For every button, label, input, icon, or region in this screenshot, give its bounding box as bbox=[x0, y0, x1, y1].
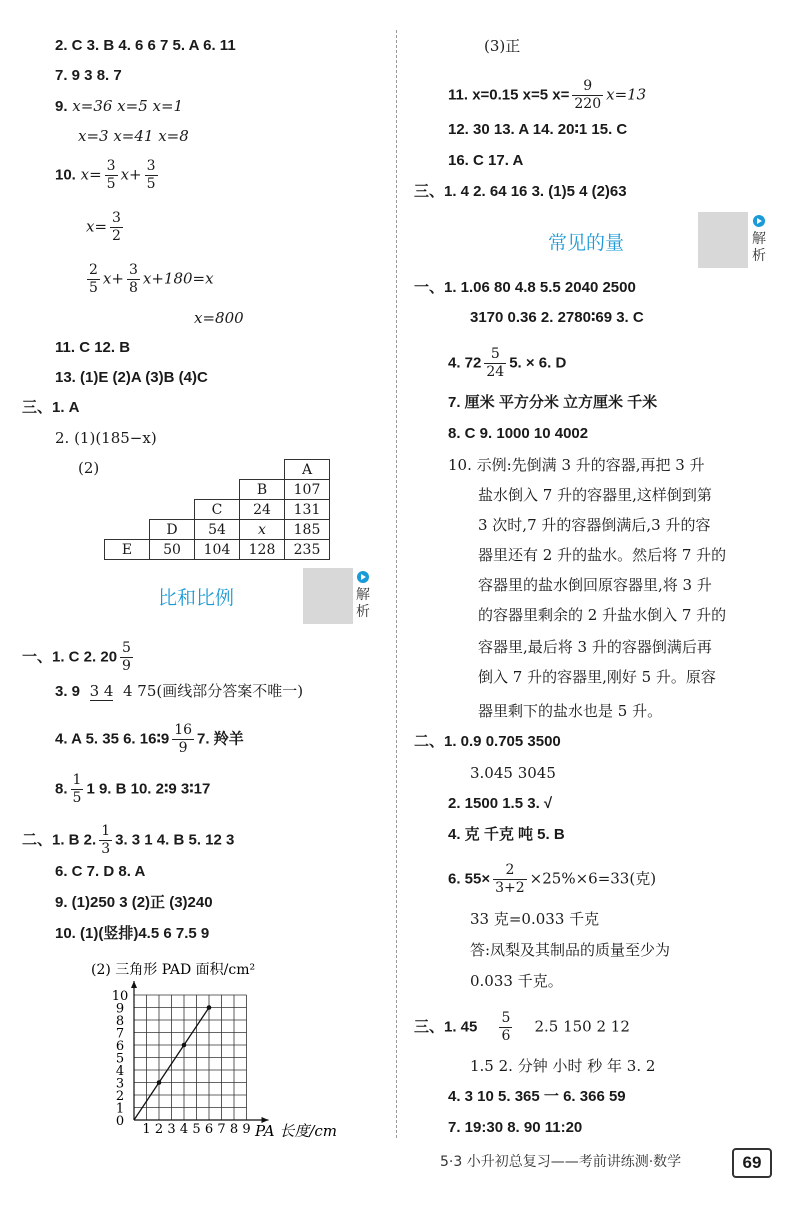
equation: x=36 x=5 x=1 bbox=[72, 97, 184, 115]
left-line-10: 13. (1)E (2)A (3)B (4)C bbox=[55, 369, 208, 386]
quant-line-10: 容器里的盐水倒回原容器里,将 3 升 bbox=[478, 576, 712, 594]
denominator: 5 bbox=[72, 790, 82, 806]
q-num: 10. bbox=[55, 166, 76, 184]
ladder-cell: 185 bbox=[285, 520, 330, 540]
ladder-row bbox=[105, 520, 330, 540]
answer-text: 4. 72 bbox=[448, 354, 482, 372]
quant-line-22: 0.033 千克。 bbox=[470, 972, 563, 990]
ladder-cell bbox=[105, 500, 150, 520]
numerator: 1 bbox=[101, 823, 111, 839]
analysis-label[interactable]: 解析 bbox=[356, 587, 370, 620]
denominator: 3 bbox=[101, 841, 111, 857]
denominator: 9 bbox=[178, 740, 188, 756]
answer-text: 1 9. B 10. 2∶9 3∶17 bbox=[86, 780, 211, 798]
ratio-line-5 bbox=[22, 823, 234, 858]
quant-line-14: 器里剩下的盐水也是 5 升。 bbox=[478, 702, 663, 720]
fraction bbox=[493, 862, 527, 897]
denominator: 6 bbox=[501, 1028, 511, 1044]
column-divider bbox=[396, 30, 397, 1138]
ratio-line-2 bbox=[55, 681, 303, 702]
denominator: 5 bbox=[89, 280, 98, 296]
ladder-cell: 107 bbox=[285, 480, 330, 500]
numerator: 5 bbox=[484, 346, 506, 364]
data-point bbox=[157, 1080, 162, 1085]
graph-grid bbox=[112, 981, 269, 1137]
numerator: 9 bbox=[572, 78, 603, 96]
play-icon[interactable] bbox=[357, 571, 369, 583]
ladder-cell: A bbox=[285, 460, 330, 480]
denominator: 24 bbox=[486, 364, 505, 380]
fraction bbox=[105, 158, 118, 193]
quant-line-20: 33 克=0.033 千克 bbox=[470, 910, 600, 928]
ladder-cell: 104 bbox=[195, 540, 240, 560]
footer-book-title: 5·3 小升初总复习——考前讲练测·数学 bbox=[440, 1154, 682, 1170]
right-line-3: 12. 30 13. A 14. 20∶1 15. C bbox=[448, 121, 628, 138]
underlined-answer: 3 4 bbox=[89, 682, 114, 700]
ladder-cell: 24 bbox=[240, 500, 285, 520]
analysis-qr-box[interactable] bbox=[698, 212, 748, 268]
answer-text: 三、1. 45 bbox=[414, 1018, 478, 1036]
answer-text: 二、1. B 2. bbox=[22, 831, 97, 849]
fraction bbox=[110, 210, 123, 245]
graph-y-label: (2) 三角形 PAD 面积/cm² bbox=[91, 962, 256, 978]
numerator: 1 bbox=[72, 772, 82, 788]
ladder-row bbox=[105, 500, 330, 520]
equation-part: x+180=x bbox=[142, 269, 214, 288]
quant-line-1: 一、1. 1.06 80 4.8 5.5 2040 2500 bbox=[414, 279, 636, 296]
quant-line-19 bbox=[448, 862, 656, 897]
x-tick-label: 5 bbox=[192, 1122, 201, 1137]
quant-line-15: 二、1. 0.9 0.705 3500 bbox=[414, 733, 561, 750]
denominator: 8 bbox=[128, 280, 138, 296]
numerator: 5 bbox=[501, 1010, 511, 1026]
ladder-cell bbox=[150, 500, 195, 520]
graph-x-label: PA 长度/cm bbox=[255, 1122, 337, 1140]
ladder-row bbox=[105, 460, 330, 480]
left-line-11: 三、1. A bbox=[22, 399, 80, 416]
quant-line-26: 7. 19:30 8. 90 11:20 bbox=[448, 1119, 583, 1136]
denominator: 9 bbox=[122, 658, 131, 674]
ratio-line-8: 10. (1)(竖排)4.5 6 7.5 9 bbox=[55, 925, 210, 942]
ladder-cell bbox=[150, 460, 195, 480]
right-line-4: 16. C 17. A bbox=[448, 152, 524, 169]
denominator: 220 bbox=[574, 96, 602, 112]
fraction bbox=[484, 346, 506, 381]
y-tick-label: 5 bbox=[115, 1051, 125, 1067]
ratio-line-4 bbox=[55, 772, 210, 807]
denominator: 2 bbox=[112, 228, 121, 244]
quant-line-17: 2. 1500 1.5 3. √ bbox=[448, 795, 553, 812]
numerator: 3 bbox=[146, 158, 156, 174]
answer-text: 6. 55× bbox=[448, 870, 491, 888]
quant-line-3 bbox=[448, 346, 566, 381]
y-tick-label: 6 bbox=[115, 1039, 125, 1054]
q-num: 9. bbox=[55, 98, 68, 115]
answer-text: 4 75(画线部分答案不唯一) bbox=[122, 682, 304, 700]
equation-part: x+ bbox=[120, 165, 142, 184]
fraction bbox=[172, 722, 194, 757]
y-tick-label: 3 bbox=[115, 1076, 125, 1092]
quant-line-8: 3 次时,7 升的容器倒满后,3 升的容 bbox=[478, 516, 711, 534]
fraction bbox=[145, 158, 158, 193]
y-tick-label: 0 bbox=[115, 1114, 125, 1129]
left-line-3 bbox=[55, 96, 183, 117]
quant-line-9: 器里还有 2 升的盐水。然后将 7 升的 bbox=[478, 546, 727, 564]
quant-line-25: 4. 3 10 5. 365 一 6. 366 59 bbox=[448, 1088, 626, 1105]
fraction bbox=[87, 262, 100, 297]
y-tick-label: 4 bbox=[115, 1064, 125, 1079]
quant-line-16: 3.045 3045 bbox=[470, 764, 556, 782]
x-tick-label: 8 bbox=[229, 1122, 239, 1137]
ladder-cell bbox=[150, 480, 195, 500]
denominator: 5 bbox=[106, 176, 116, 192]
ratio-line-6: 6. C 7. D 8. A bbox=[55, 863, 146, 880]
y-tick-label: 10 bbox=[111, 989, 129, 1004]
ladder-cell: x bbox=[240, 520, 285, 540]
left-line-6 bbox=[86, 210, 126, 245]
denominator: 5 bbox=[146, 176, 156, 192]
left-line-5 bbox=[55, 158, 161, 193]
play-icon[interactable] bbox=[753, 215, 765, 227]
ladder-cell bbox=[240, 460, 285, 480]
ratio-line-7: 9. (1)250 3 (2)正 (3)240 bbox=[55, 894, 213, 911]
ladder-cell: 131 bbox=[285, 500, 330, 520]
answer-text: x=13 bbox=[606, 85, 647, 104]
data-point bbox=[207, 1005, 212, 1010]
ladder-cell bbox=[105, 480, 150, 500]
page-number: 69 bbox=[732, 1148, 772, 1178]
y-axis-arrow bbox=[131, 981, 137, 988]
x-tick-label: 2 bbox=[154, 1122, 164, 1137]
section-title-ratio: 比和比例 bbox=[158, 587, 235, 609]
ladder-row bbox=[105, 480, 330, 500]
answer-text: 2.5 150 2 12 bbox=[534, 1017, 630, 1036]
quant-line-6: 10. 示例:先倒满 3 升的容器,再把 3 升 bbox=[448, 456, 705, 474]
quant-line-24: 1.5 2. 分钟 小时 秒 年 3. 2 bbox=[470, 1057, 656, 1075]
x-tick-label: 6 bbox=[204, 1122, 214, 1137]
numerator: 2 bbox=[89, 262, 98, 278]
analysis-qr-box[interactable] bbox=[303, 568, 353, 624]
quant-line-23 bbox=[414, 1010, 630, 1045]
ratio-line-1 bbox=[22, 640, 136, 675]
answer-text: 4. A 5. 35 6. 16∶9 bbox=[55, 730, 170, 748]
answer-text: 一、1. C 2. 20 bbox=[22, 648, 118, 666]
ratio-line-3 bbox=[55, 722, 244, 757]
analysis-label[interactable]: 解析 bbox=[752, 231, 766, 264]
answer-text: 11. x=0.15 x=5 x= bbox=[448, 86, 570, 104]
fraction bbox=[99, 823, 112, 858]
right-line-1: (3)正 bbox=[484, 37, 521, 55]
y-tick-label: 2 bbox=[115, 1089, 125, 1104]
answer-text: ×25%×6=33(克) bbox=[529, 869, 657, 888]
fraction bbox=[127, 262, 140, 297]
ladder-cell: C bbox=[195, 500, 240, 520]
y-tick-label: 8 bbox=[115, 1014, 125, 1029]
ladder-cell bbox=[195, 480, 240, 500]
data-point bbox=[182, 1043, 187, 1048]
quant-line-11: 的容器里剩余的 2 升盐水倒入 7 升的 bbox=[478, 606, 727, 624]
fraction bbox=[499, 1010, 512, 1045]
ladder-cell: 54 bbox=[195, 520, 240, 540]
quant-line-18: 4. 克 千克 吨 5. B bbox=[448, 826, 565, 843]
x-tick-label: 1 bbox=[142, 1122, 151, 1137]
left-line-1: 2. C 3. B 4. 6 6 7 5. A 6. 11 bbox=[55, 37, 236, 54]
left-line-13: (2) bbox=[78, 459, 100, 477]
answer-text: 5. × 6. D bbox=[509, 354, 567, 372]
equation-part: x+ bbox=[102, 269, 124, 288]
answer-text: 3. 9 bbox=[55, 683, 81, 700]
denominator: 3+2 bbox=[495, 880, 525, 896]
numerator: 3 bbox=[106, 158, 116, 174]
answer-text: 3. 3 1 4. B 5. 12 3 bbox=[115, 831, 235, 849]
fraction bbox=[572, 78, 603, 113]
right-line-2 bbox=[448, 78, 646, 113]
x-tick-label: 9 bbox=[242, 1122, 251, 1137]
quant-line-4: 7. 厘米 平方分米 立方厘米 千米 bbox=[448, 394, 658, 411]
ladder-cell: E bbox=[105, 540, 150, 560]
quant-line-12: 容器里,最后将 3 升的容器倒满后再 bbox=[478, 638, 712, 656]
fraction bbox=[120, 640, 133, 675]
ladder-cell: 235 bbox=[285, 540, 330, 560]
equation-part: x= bbox=[80, 165, 102, 184]
left-line-8: x=800 bbox=[194, 309, 244, 327]
ladder-cell: D bbox=[150, 520, 195, 540]
x-tick-label: 7 bbox=[217, 1122, 226, 1137]
right-line-5: 三、1. 4 2. 64 16 3. (1)5 4 (2)63 bbox=[414, 183, 627, 200]
ladder-cell bbox=[105, 520, 150, 540]
x-tick-label: 4 bbox=[179, 1122, 189, 1137]
y-tick-label: 9 bbox=[115, 1001, 125, 1017]
numerator: 16 bbox=[174, 722, 193, 738]
numerator: 3 bbox=[128, 262, 138, 278]
ladder-cell bbox=[105, 460, 150, 480]
left-line-4: x=3 x=41 x=8 bbox=[78, 127, 189, 145]
ladder-cell bbox=[195, 460, 240, 480]
x-tick-label: 3 bbox=[167, 1122, 176, 1137]
quant-line-2: 3170 0.36 2. 2780∶69 3. C bbox=[470, 309, 644, 326]
numerator: 2 bbox=[493, 862, 527, 880]
quant-line-21: 答:凤梨及其制品的质量至少为 bbox=[470, 941, 671, 959]
y-tick-label: 7 bbox=[115, 1026, 125, 1042]
quant-line-5: 8. C 9. 1000 10 4002 bbox=[448, 425, 589, 442]
ladder-table bbox=[104, 459, 330, 560]
ladder-cell: 128 bbox=[240, 540, 285, 560]
numerator: 3 bbox=[112, 210, 121, 226]
ladder-cell: 50 bbox=[150, 540, 195, 560]
line-graph bbox=[80, 952, 380, 1142]
left-line-2: 7. 9 3 8. 7 bbox=[55, 67, 122, 84]
ladder-row bbox=[105, 540, 330, 560]
numerator: 5 bbox=[122, 640, 131, 656]
left-line-7 bbox=[84, 262, 214, 297]
left-line-9: 11. C 12. B bbox=[55, 339, 131, 356]
left-line-12: 2. (1)(185−x) bbox=[55, 429, 157, 447]
answer-text: 7. 羚羊 bbox=[197, 730, 244, 748]
ladder-cell: B bbox=[240, 480, 285, 500]
quant-line-13: 倒入 7 升的容器里,刚好 5 升。原容 bbox=[478, 668, 716, 686]
y-tick-label: 1 bbox=[115, 1101, 125, 1117]
equation-part: x= bbox=[86, 217, 108, 236]
fraction bbox=[71, 772, 84, 807]
answer-text: 8. bbox=[55, 780, 68, 798]
section-title-quantities: 常见的量 bbox=[548, 232, 625, 254]
quant-line-7: 盐水倒入 7 升的容器里,这样倒到第 bbox=[478, 486, 712, 504]
